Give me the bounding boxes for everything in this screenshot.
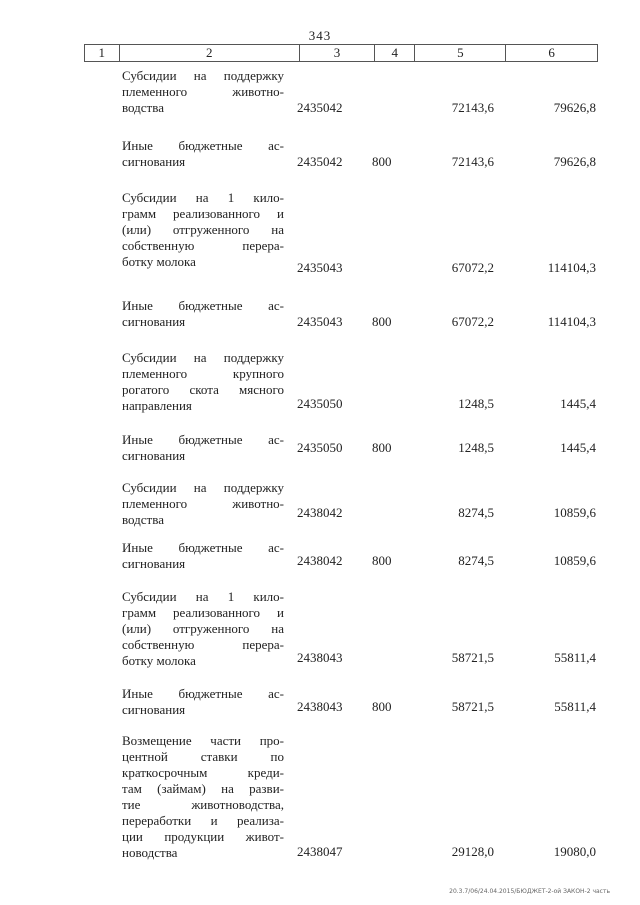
expense-type-code: 800 (372, 553, 392, 568)
description-line: ботку молока (122, 254, 196, 269)
description-line: переработки и реализа- (122, 813, 284, 828)
amount-column-6: 10859,6 (553, 505, 596, 520)
description-line: собственную перера- (122, 637, 284, 652)
amount-column-5: 29128,0 (451, 844, 494, 859)
target-article-code: 2435043 (297, 260, 343, 275)
description-line: водства (122, 100, 164, 115)
target-article-code: 2438042 (297, 505, 343, 520)
row-description (122, 432, 284, 464)
target-article-code: 2435050 (297, 396, 343, 411)
amount-column-5: 58721,5 (451, 650, 494, 665)
row-description (122, 480, 284, 528)
description-line: племенного животно- (122, 496, 284, 511)
target-article-code: 2438043 (297, 699, 343, 714)
column-header-4: 4 (374, 45, 415, 62)
column-header-6: 6 (506, 45, 598, 62)
description-line: Субсидии на поддержку (122, 350, 284, 365)
description-line: Иные бюджетные ас- (122, 298, 284, 313)
amount-column-6: 1445,4 (560, 440, 596, 455)
footer-path: 20.3.7/06/24.04.2015/БЮДЖЕТ-2-ой ЗАКОН-2 часть (449, 888, 610, 895)
description-line: краткосрочным креди- (122, 765, 284, 780)
expense-type-code: 800 (372, 440, 392, 455)
amount-column-6: 1445,4 (560, 396, 596, 411)
amount-column-6: 79626,8 (553, 100, 596, 115)
description-line: Субсидии на поддержку (122, 480, 284, 495)
description-line: тие животноводства, (122, 797, 284, 812)
description-line: ботку молока (122, 653, 196, 668)
amount-column-5: 8274,5 (458, 553, 494, 568)
description-line: сигнования (122, 314, 186, 329)
description-line: направления (122, 398, 192, 413)
target-article-code: 2435043 (297, 314, 343, 329)
target-article-code: 2438047 (297, 844, 343, 859)
description-line: центной ставки по (122, 749, 284, 764)
description-line: водства (122, 512, 164, 527)
target-article-code: 2435042 (297, 100, 343, 115)
description-line: новодства (122, 845, 178, 860)
description-line: сигнования (122, 448, 186, 463)
amount-column-6: 114104,3 (547, 260, 596, 275)
column-header-5: 5 (415, 45, 506, 62)
row-description (122, 298, 284, 330)
expense-type-code: 800 (372, 699, 392, 714)
amount-column-5: 72143,6 (451, 154, 494, 169)
row-description (122, 686, 284, 718)
description-line: Субсидии на поддержку (122, 68, 284, 83)
row-description (122, 540, 284, 572)
expense-type-code: 800 (372, 154, 392, 169)
amount-column-6: 10859,6 (553, 553, 596, 568)
amount-column-6: 55811,4 (554, 699, 596, 714)
description-line: рогатого скота мясного (122, 382, 284, 397)
column-header-2: 2 (119, 45, 299, 62)
description-line: Иные бюджетные ас- (122, 686, 284, 701)
target-article-code: 2435042 (297, 154, 343, 169)
amount-column-6: 79626,8 (553, 154, 596, 169)
column-header-1: 1 (85, 45, 120, 62)
amount-column-6: 114104,3 (547, 314, 596, 329)
target-article-code: 2435050 (297, 440, 343, 455)
amount-column-5: 1248,5 (458, 396, 494, 411)
description-line: грамм реализованного и (122, 206, 284, 221)
row-description (122, 138, 284, 170)
description-line: там (займам) на разви- (122, 781, 284, 796)
description-line: племенного животно- (122, 84, 284, 99)
description-line: собственную перера- (122, 238, 284, 253)
description-line: племенного крупного (122, 366, 284, 381)
description-line: Иные бюджетные ас- (122, 540, 284, 555)
row-description (122, 190, 284, 270)
column-header-3: 3 (300, 45, 375, 62)
column-header-row (85, 45, 598, 62)
amount-column-5: 72143,6 (451, 100, 494, 115)
description-line: (или) отгруженного на (122, 222, 284, 237)
expense-type-code: 800 (372, 314, 392, 329)
amount-column-5: 8274,5 (458, 505, 494, 520)
description-line: Иные бюджетные ас- (122, 138, 284, 153)
row-description (122, 68, 284, 116)
amount-column-6: 55811,4 (554, 650, 596, 665)
description-line: Субсидии на 1 кило- (122, 589, 284, 604)
row-description (122, 733, 284, 861)
description-line: сигнования (122, 702, 186, 717)
target-article-code: 2438043 (297, 650, 343, 665)
page-number: 343 (308, 28, 332, 43)
description-line: сигнования (122, 154, 186, 169)
description-line: (или) отгруженного на (122, 621, 284, 636)
amount-column-5: 1248,5 (458, 440, 494, 455)
description-line: сигнования (122, 556, 186, 571)
description-line: ции продукции живот- (122, 829, 284, 844)
amount-column-5: 67072,2 (451, 314, 494, 329)
amount-column-5: 67072,2 (451, 260, 494, 275)
description-line: Возмещение части про- (122, 733, 284, 748)
target-article-code: 2438042 (297, 553, 343, 568)
description-line: Иные бюджетные ас- (122, 432, 284, 447)
description-line: грамм реализованного и (122, 605, 284, 620)
amount-column-6: 19080,0 (553, 844, 596, 859)
row-description (122, 350, 284, 414)
description-line: Субсидии на 1 кило- (122, 190, 284, 205)
amount-column-5: 58721,5 (451, 699, 494, 714)
row-description (122, 589, 284, 669)
column-header-table (84, 44, 598, 62)
